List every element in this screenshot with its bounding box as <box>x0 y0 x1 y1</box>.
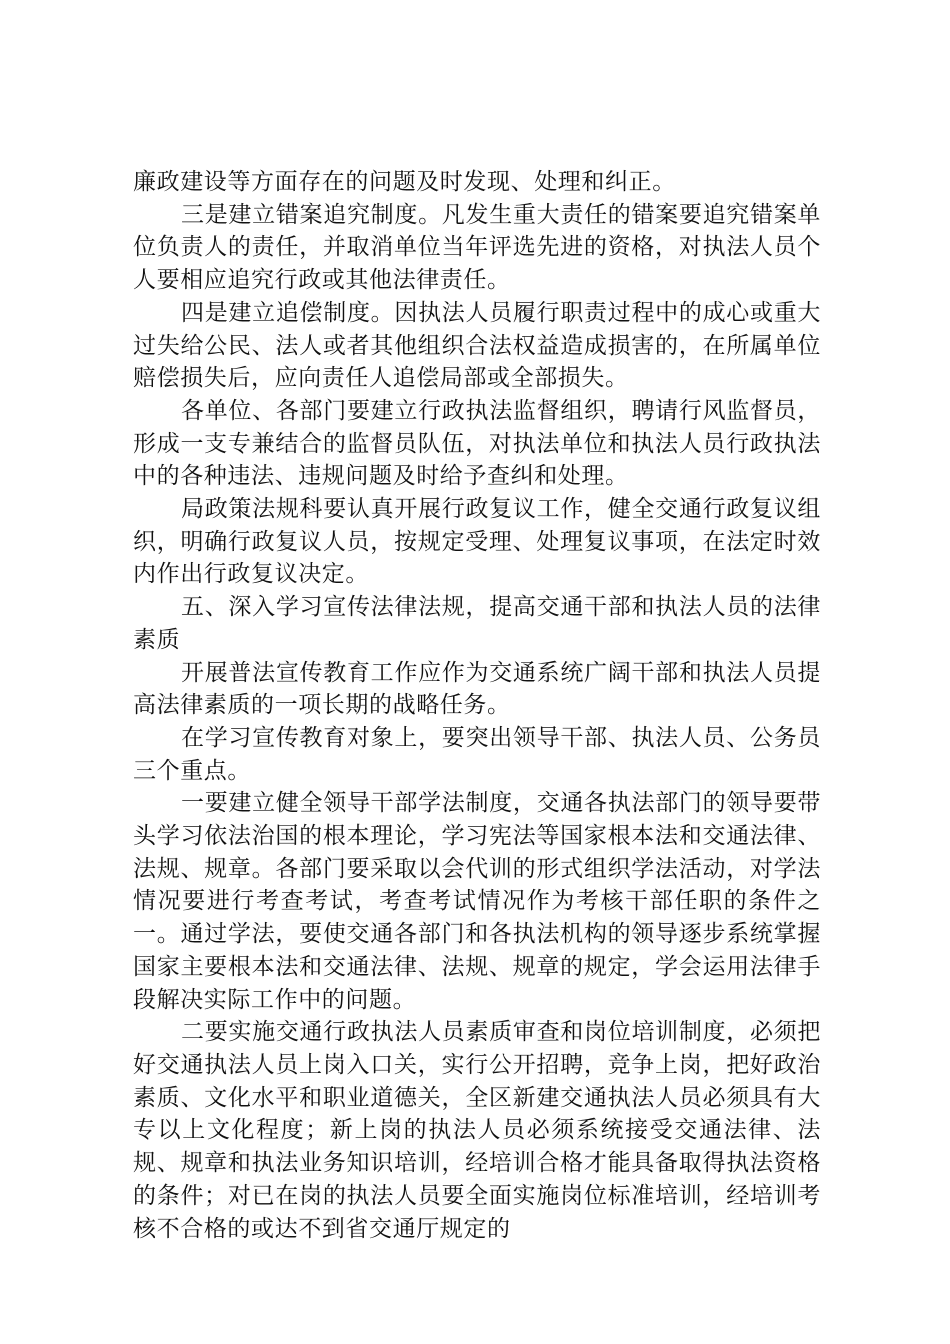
paragraph: 廉政建设等方面存在的问题及时发现、处理和纠正。 <box>133 169 676 195</box>
paragraph: 三是建立错案追究制度。凡发生重大责任的错案要追究错案单位负责人的责任，并取消单位当年评选先进的资格，对执法人员个人要相应追究行政或其他法律责任。 <box>133 201 821 294</box>
paragraph: 四是建立追偿制度。因执法人员履行职责过程中的成心或重大过失给公民、法人或者其他组织合法权益造成损害的，在所属单位赔偿损失后，应向责任人追偿局部或全部损失。 <box>133 299 821 392</box>
paragraph: 开展普法宣传教育工作应作为交通系统广阔干部和执法人员提高法律素质的一项长期的战略任务。 <box>133 659 821 719</box>
paragraph: 二要实施交通行政执法人员素质审查和岗位培训制度，必须把好交通执法人员上岗入口关，实行公开招聘，竞争上岗，把好政治素质、文化水平和职业道德关，全区新建交通执法人员必须具有大专以上文化程度；新上岗的执法人员必须系统接受交通法律、法规、规章和执法业务知识培训，经培训合格才能具备取得执法资格的条件；对已在岗的执法人员要全面实施岗位标准培训，经培训考核不合格的或达不到省交通厅规定的 <box>133 1019 821 1242</box>
paragraph: 各单位、各部门要建立行政执法监督组织，聘请行风监督员，形成一支专兼结合的监督员队伍，对执法单位和执法人员行政执法中的各种违法、违规问题及时给予查纠和处理。 <box>133 397 821 490</box>
paragraph: 在学习宣传教育对象上，要突出领导干部、执法人员、公务员三个重点。 <box>133 724 821 784</box>
paragraph: 局政策法规科要认真开展行政复议工作，健全交通行政复议组织，明确行政复议人员，按规定受理、处理复议事项，在法定时效内作出行政复议决定。 <box>133 496 821 588</box>
paragraph: 一要建立健全领导干部学法制度，交通各执法部门的领导要带头学习依法治国的根本理论，学习宪法等国家根本法和交通法律、法规、规章。各部门要采取以会代训的形式组织学法活动，对学法情况要进行考查考试，考查考试情况作为考核干部任职的条件之一。通过学法，要使交通各部门和各执法机构的领导逐步系统掌握国家主要根本法和交通法律、法规、规章的规定，学会运用法律手段解决实际工作中的问题。 <box>133 790 821 1013</box>
document-body <box>133 166 821 1245</box>
section-heading: 五、深入学习宣传法律法规，提高交通干部和执法人员的法律素质 <box>133 594 821 653</box>
